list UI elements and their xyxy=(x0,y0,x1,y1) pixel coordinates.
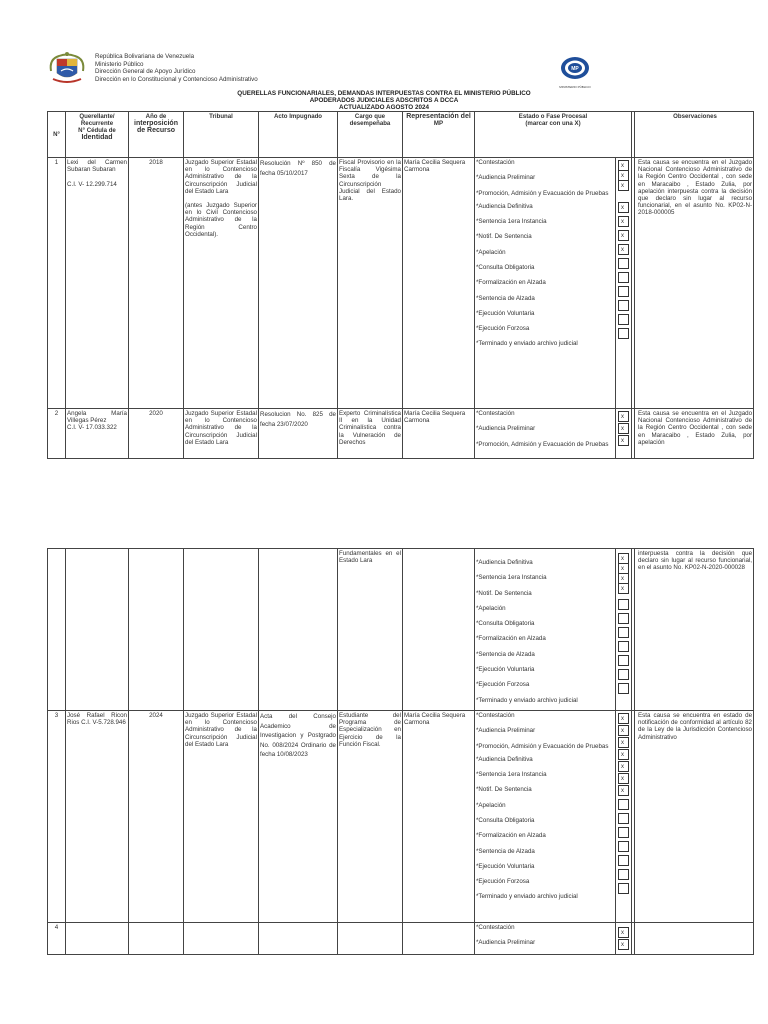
report-title-line-2: APODERADOS JUDICIALES ADSCRITOS A DCCA xyxy=(309,97,459,104)
stage-checkbox: x xyxy=(618,761,629,772)
row-2-cargo: Experto Criminalística II en la Unidad Criminalística contra la Vulneración de Derechos xyxy=(338,409,403,459)
col-num: N° xyxy=(48,112,66,158)
row-3-stages: *Contestación *Audiencia Preliminar *Promoción, Admisión y Evacuación de Pruebas *Audiencia Definitiva *Sentencia 1era Instancia *Notif. De Sentencia *Apelación *Consulta Obligatoria *Formalización en Alzada *Sentencia de Alzada *Ejecución Voluntaria *Ejecución Forzosa *Terminado y enviado archivo judicial xyxy=(475,711,616,923)
row-3-checkboxes xyxy=(616,711,632,923)
stage-checkbox: x xyxy=(618,749,629,760)
coat-of-arms-icon xyxy=(47,51,87,87)
header-line-4: Dirección en lo Constitucional y Contencioso Administrativo xyxy=(95,75,258,83)
col-cargo: Cargo que desempeñaba xyxy=(338,112,403,158)
row-1-acto: Resolución Nº 850 de fecha 05/10/2017 xyxy=(259,158,338,409)
stage-checkbox xyxy=(618,855,629,866)
row-1-anio: 2018 xyxy=(129,158,184,409)
cases-table-page-1 xyxy=(47,111,754,459)
table-row xyxy=(48,711,754,923)
stage-checkbox: x xyxy=(618,170,629,181)
stage-checkbox xyxy=(618,627,629,638)
row-3-acto: Acta del Consejo Academico de Investigacion y Postgrado No. 008/2024 Ordinario de fecha 10/08/2023 xyxy=(259,711,338,923)
stage-checkbox xyxy=(618,827,629,838)
table-header-row xyxy=(48,112,754,158)
row-4-checkboxes xyxy=(616,923,632,955)
row-3-cargo: Estudiante del Programa de Especialización en Ejercicio de la Función Fiscal. xyxy=(338,711,403,923)
stage-checkbox xyxy=(618,869,629,880)
row-2-observaciones: Esta causa se encuentra en el Juzgado Nacional Contencioso Administrativo de la Región Centro Occidental , con sede en Maracaibo , Estado Zulia, por apelación xyxy=(632,409,754,459)
report-title-line-1: QUERELLAS FUNCIONARIALES, DEMANDAS INTERPUESTAS CONTRA EL MINISTERIO PÚBLICO xyxy=(237,90,531,97)
stage-checkbox xyxy=(618,599,629,610)
row-2-representacion: María Cecilia Sequera Carmona xyxy=(403,409,475,459)
table-row xyxy=(48,409,754,459)
stage-checkbox: x xyxy=(618,180,629,191)
stage-checkbox: x xyxy=(618,713,629,724)
row-2-cargo-cont: Fundamentales en el Estado Lara xyxy=(338,549,403,711)
row-1-num: 1 xyxy=(48,158,66,409)
stage-checkbox xyxy=(618,286,629,297)
stage-checkbox xyxy=(618,272,629,283)
row-1-querellante: Lexi del Carmen Subaran Subaran C.I. V- 12.299.714 xyxy=(66,158,129,409)
row-1-cargo: Fiscal Provisorio en la Fiscalía Vigésima Sexta de la Circunscripción Judicial del Estado Lara. xyxy=(338,158,403,409)
row-2-acto: Resolucion No. 825 de fecha 23/07/2020 xyxy=(259,409,338,459)
col-tribunal: Tribunal xyxy=(184,112,259,158)
row-2-stages: *Contestación *Audiencia Preliminar *Promoción, Admisión y Evacuación de Pruebas xyxy=(475,409,616,459)
stage-checkbox: x xyxy=(618,423,629,434)
stage-checkbox: x xyxy=(618,725,629,736)
row-3-querellante: José Rafael Ricon Rios C.I. V-5.728.946 xyxy=(66,711,129,923)
row-1-stages: *Contestación *Audiencia Preliminar *Promoción, Admisión y Evacuación de Pruebas *Audiencia Definitiva *Sentencia 1era Instancia *Notif. De Sentencia *Apelación *Consulta Obligatoria *Formalización en Alzada *Sentencia de Alzada *Ejecución Voluntaria *Ejecución Forzosa *Terminado y enviado archivo judicial xyxy=(475,158,616,409)
table-row xyxy=(48,923,754,955)
col-anio: Año de interposición de Recurso xyxy=(129,112,184,158)
row-2-checkboxes-cont xyxy=(616,549,632,711)
row-2-tribunal: Juzgado Superior Estadal en lo Contencioso Administrativo de la Circunscripción Judicial del Estado Lara xyxy=(184,409,259,459)
stage-checkbox: x xyxy=(618,160,629,171)
stage-checkbox xyxy=(618,258,629,269)
stage-checkbox xyxy=(618,641,629,652)
row-2-anio: 2020 xyxy=(129,409,184,459)
stage-checkbox xyxy=(618,683,629,694)
stage-checkbox xyxy=(618,300,629,311)
header-line-2: Ministerio Público xyxy=(95,60,144,68)
row-1-tribunal: Juzgado Superior Estadal en lo Contencioso Administrativo de la Circunscripción Judicial del Estado Lara (antes Juzgado Superior en lo Civil Contencioso Administrativo de la Región Centro Occidental). xyxy=(184,158,259,409)
stage-checkbox xyxy=(618,841,629,852)
row-3-representacion: María Cecilia Sequera Carmona xyxy=(403,711,475,923)
col-observaciones: Observaciones xyxy=(632,112,754,158)
row-2-stages-cont: *Audiencia Definitiva *Sentencia 1era Instancia *Notif. De Sentencia *Apelación *Consulta Obligatoria *Formalización en Alzada *Sentencia de Alzada *Ejecución Voluntaria *Ejecución Forzosa *Terminado y enviado archivo judicial xyxy=(475,549,616,711)
row-4-num: 4 xyxy=(48,923,66,955)
stage-checkbox: x xyxy=(618,230,629,241)
col-acto: Acto Impugnado xyxy=(259,112,338,158)
ministerio-publico-logo-icon xyxy=(555,53,595,91)
stage-checkbox xyxy=(618,813,629,824)
row-1-representacion: María Cecilia Sequera Carmona xyxy=(403,158,475,409)
row-3-observaciones: Esta causa se encuentra en estado de notificación de conformidad al artículo 82 de la Ley de la Jurisdicción Contencioso Administrativo xyxy=(632,711,754,923)
col-representacion: Representación del MP xyxy=(403,112,475,158)
row-2-observaciones-cont: interpuesta contra la decisión que declaro sin lugar al recurso funcionarial, en el asunto No. KP02-N-2020-000028 xyxy=(632,549,754,711)
row-2-num: 2 xyxy=(48,409,66,459)
stage-checkbox xyxy=(618,613,629,624)
row-3-num: 3 xyxy=(48,711,66,923)
stage-checkbox: x xyxy=(618,939,629,950)
col-querellante: Querellante/ Recurrente N° Cédula de Identidad xyxy=(66,112,129,158)
col-estado: Estado o Fase Procesal (marcar con una X) xyxy=(475,112,632,158)
stage-checkbox xyxy=(618,799,629,810)
row-3-anio: 2024 xyxy=(129,711,184,923)
stage-checkbox xyxy=(618,655,629,666)
stage-checkbox: x xyxy=(618,737,629,748)
stage-checkbox: x xyxy=(618,411,629,422)
stage-checkbox xyxy=(618,314,629,325)
stage-checkbox: x xyxy=(618,244,629,255)
stage-checkbox xyxy=(618,669,629,680)
stage-checkbox: x xyxy=(618,785,629,796)
stage-checkbox: x xyxy=(618,435,629,446)
table-row xyxy=(48,158,754,409)
row-1-checkboxes xyxy=(616,158,632,409)
stage-checkbox: x xyxy=(618,563,629,574)
stage-checkbox: x xyxy=(618,773,629,784)
logo-caption: MINISTERIO PÚBLICO xyxy=(559,85,591,89)
stage-checkbox: x xyxy=(618,553,629,564)
row-3-tribunal: Juzgado Superior Estadal en lo Contencioso Administrativo de la Circunscripción Judicial del Estado Lara xyxy=(184,711,259,923)
stage-checkbox: x xyxy=(618,583,629,594)
row-2-checkboxes xyxy=(616,409,632,459)
row-2-querellante: Angela María Villegas Pérez C.I. V- 17.033.322 xyxy=(66,409,129,459)
stage-checkbox xyxy=(618,883,629,894)
row-4-stages: *Contestación *Audiencia Preliminar xyxy=(475,923,616,955)
stage-checkbox xyxy=(618,328,629,339)
stage-checkbox: x xyxy=(618,927,629,938)
stage-checkbox: x xyxy=(618,216,629,227)
row-1-observaciones: Esta causa se encuentra en el Juzgado Nacional Contencioso Administrativo de la Región Centro Occidental , con sede en Maracaibo , Estado Zulia, por apelación interpuesta contra la decisión que declaro sin lugar al recurso funcionarial, en el asunto No. KP02-N-2018-000005 xyxy=(632,158,754,409)
report-title-line-3: ACTUALIZADO AGOSTO 2024 xyxy=(339,104,429,111)
stage-checkbox: x xyxy=(618,573,629,584)
row-4-observaciones xyxy=(632,923,754,955)
header-line-1: República Bolivariana de Venezuela xyxy=(95,53,195,60)
cases-table-page-2 xyxy=(47,548,754,955)
header-line-3: Dirección General de Apoyo Jurídico xyxy=(95,68,196,76)
table-row xyxy=(48,549,754,711)
svg-text:MP: MP xyxy=(571,66,579,72)
institution-header xyxy=(95,53,258,83)
stage-checkbox: x xyxy=(618,202,629,213)
